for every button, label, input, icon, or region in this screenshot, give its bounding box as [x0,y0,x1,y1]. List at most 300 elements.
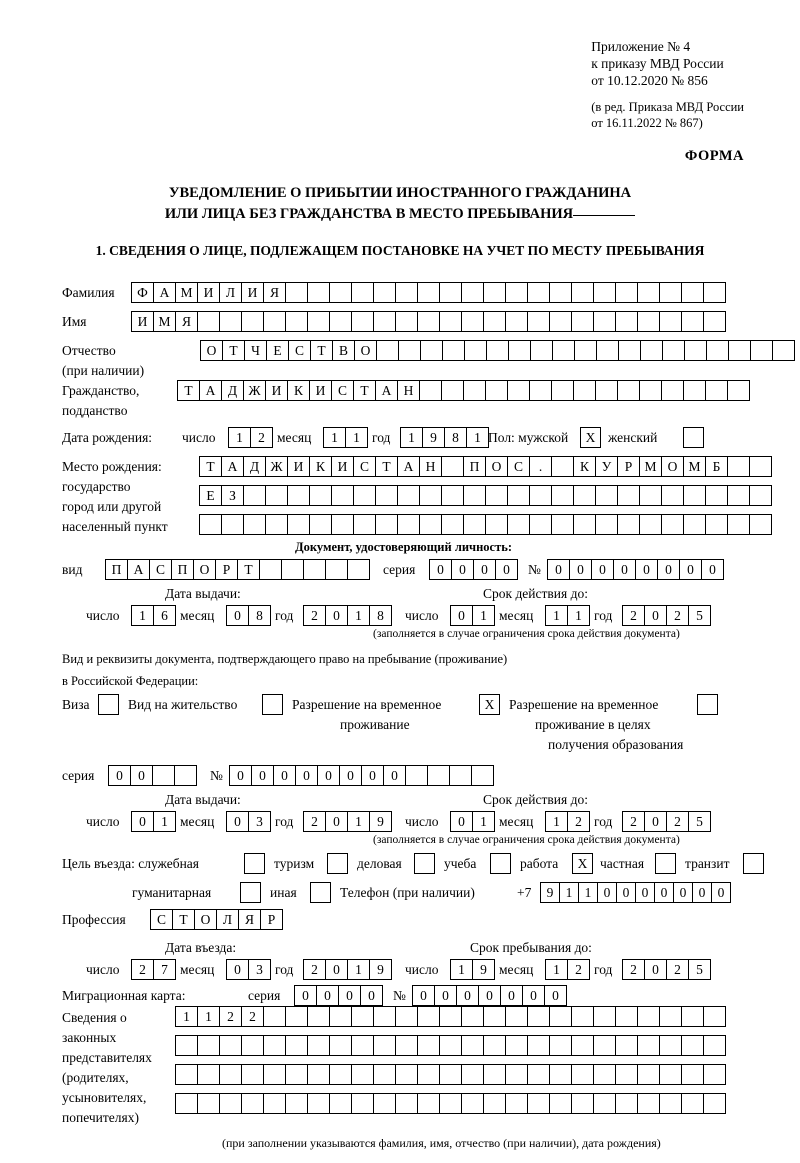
input-cell[interactable] [351,311,374,332]
input-cell[interactable]: Т [375,456,398,477]
input-cell[interactable] [683,485,706,506]
input-cell[interactable]: . [529,456,552,477]
input-cell[interactable]: 1 [545,959,568,980]
input-cell[interactable] [174,765,197,786]
input-cell[interactable] [505,1006,528,1027]
field-doc-valid-year[interactable] [622,605,710,626]
input-cell[interactable]: 0 [657,559,680,580]
input-cell[interactable] [749,456,772,477]
input-cell[interactable] [303,559,326,580]
input-cell[interactable]: 3 [248,811,271,832]
field-birthplace-line-2[interactable] [199,485,771,506]
input-cell[interactable] [417,311,440,332]
input-cell[interactable]: 0 [654,882,674,903]
field-patronymic[interactable] [200,340,794,361]
input-cell[interactable]: 0 [251,765,274,786]
field-doc-number[interactable] [547,559,723,580]
checkbox-purpose-humanitarian[interactable] [240,882,261,903]
input-cell[interactable] [398,340,421,361]
field-entry-day[interactable] [131,959,175,980]
input-cell[interactable]: 0 [478,985,501,1006]
input-cell[interactable]: 2 [303,811,326,832]
field-legal-rep-line-4[interactable] [175,1093,725,1114]
input-cell[interactable] [441,380,464,401]
input-cell[interactable]: К [309,456,332,477]
input-cell[interactable] [241,1093,264,1114]
checkbox-purpose-business[interactable] [414,853,435,874]
input-cell[interactable] [175,1035,198,1056]
input-cell[interactable]: 0 [500,985,523,1006]
input-cell[interactable]: 0 [229,765,252,786]
input-cell[interactable]: 1 [347,811,370,832]
input-cell[interactable] [241,1064,264,1085]
input-cell[interactable] [461,1006,484,1027]
input-cell[interactable]: 1 [345,427,368,448]
input-cell[interactable]: А [397,456,420,477]
input-cell[interactable]: 5 [688,605,711,626]
input-cell[interactable] [529,485,552,506]
input-cell[interactable] [683,380,706,401]
input-cell[interactable] [417,282,440,303]
input-cell[interactable]: Ж [243,380,266,401]
input-cell[interactable] [574,340,597,361]
input-cell[interactable]: 2 [303,605,326,626]
input-cell[interactable]: 0 [644,811,667,832]
input-cell[interactable] [463,380,486,401]
checkbox-purpose-service[interactable] [244,853,265,874]
input-cell[interactable] [681,1035,704,1056]
input-cell[interactable] [617,514,640,535]
input-cell[interactable] [461,1093,484,1114]
input-cell[interactable] [615,1006,638,1027]
input-cell[interactable] [639,380,662,401]
input-cell[interactable] [441,514,464,535]
input-cell[interactable]: З [221,485,244,506]
input-cell[interactable] [483,1064,506,1085]
input-cell[interactable] [571,282,594,303]
input-cell[interactable]: 2 [666,811,689,832]
input-cell[interactable] [749,485,772,506]
input-cell[interactable] [439,1064,462,1085]
input-cell[interactable] [507,380,530,401]
input-cell[interactable] [549,1035,572,1056]
input-cell[interactable]: Т [237,559,260,580]
input-cell[interactable] [659,311,682,332]
input-cell[interactable] [527,1093,550,1114]
input-cell[interactable]: 6 [153,605,176,626]
input-cell[interactable] [593,311,616,332]
input-cell[interactable]: 1 [131,605,154,626]
input-cell[interactable] [684,340,707,361]
input-cell[interactable]: О [485,456,508,477]
field-permit-issue-year[interactable] [303,811,391,832]
input-cell[interactable] [439,1093,462,1114]
input-cell[interactable]: 0 [544,985,567,1006]
input-cell[interactable] [395,311,418,332]
checkbox-purpose-study[interactable] [490,853,511,874]
input-cell[interactable] [703,1006,726,1027]
input-cell[interactable] [373,1064,396,1085]
input-cell[interactable] [593,1093,616,1114]
input-cell[interactable] [527,1006,550,1027]
input-cell[interactable] [505,1035,528,1056]
field-legal-rep-line-1[interactable] [175,1006,725,1027]
input-cell[interactable] [265,485,288,506]
input-cell[interactable] [571,311,594,332]
input-cell[interactable]: 2 [303,959,326,980]
input-cell[interactable] [373,311,396,332]
input-cell[interactable] [197,1093,220,1114]
input-cell[interactable] [463,485,486,506]
input-cell[interactable]: Л [216,909,239,930]
input-cell[interactable]: А [127,559,150,580]
input-cell[interactable] [439,1006,462,1027]
input-cell[interactable]: 2 [241,1006,264,1027]
field-legal-rep-line-2[interactable] [175,1035,725,1056]
input-cell[interactable] [637,1035,660,1056]
input-cell[interactable] [395,1064,418,1085]
field-stay-month[interactable] [545,959,589,980]
input-cell[interactable]: 0 [226,811,249,832]
input-cell[interactable]: А [199,380,222,401]
input-cell[interactable] [483,1035,506,1056]
field-mc-series[interactable] [294,985,382,1006]
input-cell[interactable]: 0 [591,559,614,580]
input-cell[interactable] [197,1064,220,1085]
input-cell[interactable] [637,1093,660,1114]
input-cell[interactable]: 8 [444,427,467,448]
input-cell[interactable]: Т [172,909,195,930]
input-cell[interactable] [529,514,552,535]
input-cell[interactable] [593,1006,616,1027]
input-cell[interactable] [571,1093,594,1114]
input-cell[interactable] [285,1006,308,1027]
input-cell[interactable] [772,340,795,361]
input-cell[interactable]: 0 [451,559,474,580]
input-cell[interactable]: 0 [616,882,636,903]
input-cell[interactable]: И [241,282,264,303]
input-cell[interactable]: М [683,456,706,477]
input-cell[interactable]: Д [243,456,266,477]
checkbox-sex-female[interactable] [683,427,704,448]
input-cell[interactable]: 0 [131,811,154,832]
input-cell[interactable]: Т [353,380,376,401]
input-cell[interactable] [727,485,750,506]
input-cell[interactable] [442,340,465,361]
input-cell[interactable] [552,340,575,361]
input-cell[interactable] [596,340,619,361]
input-cell[interactable] [199,514,222,535]
input-cell[interactable]: В [332,340,355,361]
input-cell[interactable] [329,1093,352,1114]
input-cell[interactable] [637,311,660,332]
input-cell[interactable] [593,282,616,303]
input-cell[interactable] [529,380,552,401]
input-cell[interactable]: 0 [226,959,249,980]
input-cell[interactable] [263,1064,286,1085]
input-cell[interactable] [351,1093,374,1114]
field-permit-number[interactable] [229,765,493,786]
input-cell[interactable] [549,311,572,332]
field-doc-issue-year[interactable] [303,605,391,626]
input-cell[interactable] [307,1035,330,1056]
input-cell[interactable] [637,1064,660,1085]
input-cell[interactable]: 0 [325,811,348,832]
input-cell[interactable] [703,1035,726,1056]
input-cell[interactable] [243,514,266,535]
input-cell[interactable] [329,1064,352,1085]
input-cell[interactable] [373,1006,396,1027]
input-cell[interactable] [397,485,420,506]
input-cell[interactable] [219,1035,242,1056]
input-cell[interactable]: 1 [567,605,590,626]
input-cell[interactable]: 2 [622,605,645,626]
input-cell[interactable]: О [200,340,223,361]
input-cell[interactable] [287,514,310,535]
field-permit-series[interactable] [108,765,196,786]
input-cell[interactable]: 9 [472,959,495,980]
input-cell[interactable]: Л [219,282,242,303]
input-cell[interactable] [750,340,773,361]
input-cell[interactable] [397,514,420,535]
input-cell[interactable] [728,340,751,361]
input-cell[interactable]: Р [260,909,283,930]
input-cell[interactable]: Е [199,485,222,506]
input-cell[interactable]: Б [705,456,728,477]
input-cell[interactable] [197,1035,220,1056]
input-cell[interactable] [549,1006,572,1027]
input-cell[interactable] [659,1093,682,1114]
input-cell[interactable] [486,340,509,361]
input-cell[interactable]: П [463,456,486,477]
input-cell[interactable] [705,514,728,535]
input-cell[interactable] [705,485,728,506]
input-cell[interactable]: 1 [400,427,423,448]
input-cell[interactable]: О [661,456,684,477]
input-cell[interactable]: 0 [434,985,457,1006]
input-cell[interactable] [373,1035,396,1056]
input-cell[interactable]: 0 [429,559,452,580]
input-cell[interactable] [551,485,574,506]
input-cell[interactable]: 2 [250,427,273,448]
checkbox-visa[interactable] [98,694,119,715]
field-mc-number[interactable] [412,985,566,1006]
input-cell[interactable]: 0 [692,882,712,903]
field-surname[interactable] [131,282,725,303]
input-cell[interactable] [285,311,308,332]
input-cell[interactable] [175,1064,198,1085]
input-cell[interactable] [263,1035,286,1056]
input-cell[interactable]: 9 [540,882,560,903]
input-cell[interactable] [471,765,494,786]
input-cell[interactable] [551,380,574,401]
field-phone[interactable] [540,882,730,903]
input-cell[interactable]: 1 [559,882,579,903]
input-cell[interactable] [483,282,506,303]
input-cell[interactable]: М [639,456,662,477]
input-cell[interactable]: 0 [679,559,702,580]
input-cell[interactable]: Д [221,380,244,401]
input-cell[interactable] [681,1093,704,1114]
input-cell[interactable] [441,485,464,506]
input-cell[interactable] [373,1093,396,1114]
input-cell[interactable]: 8 [248,605,271,626]
input-cell[interactable]: Я [263,282,286,303]
field-permit-issue-day[interactable] [131,811,175,832]
input-cell[interactable] [571,1006,594,1027]
input-cell[interactable] [530,340,553,361]
input-cell[interactable]: 0 [495,559,518,580]
input-cell[interactable] [427,765,450,786]
input-cell[interactable]: 5 [688,959,711,980]
input-cell[interactable]: 1 [472,811,495,832]
input-cell[interactable] [241,1035,264,1056]
checkbox-purpose-private[interactable] [655,853,676,874]
input-cell[interactable]: 1 [153,811,176,832]
input-cell[interactable] [325,559,348,580]
input-cell[interactable] [219,1093,242,1114]
input-cell[interactable]: Ч [244,340,267,361]
input-cell[interactable] [461,282,484,303]
input-cell[interactable]: 0 [569,559,592,580]
input-cell[interactable] [659,1064,682,1085]
input-cell[interactable]: 8 [369,605,392,626]
input-cell[interactable]: 0 [644,605,667,626]
input-cell[interactable]: С [150,909,173,930]
field-entry-year[interactable] [303,959,391,980]
input-cell[interactable] [351,1006,374,1027]
input-cell[interactable]: Ж [265,456,288,477]
input-cell[interactable] [549,282,572,303]
input-cell[interactable] [681,282,704,303]
input-cell[interactable] [417,1035,440,1056]
input-cell[interactable] [703,1064,726,1085]
input-cell[interactable] [439,311,462,332]
field-birthplace-line-1[interactable] [199,456,771,477]
input-cell[interactable] [395,1093,418,1114]
input-cell[interactable] [464,340,487,361]
input-cell[interactable]: 9 [369,811,392,832]
input-cell[interactable] [551,514,574,535]
field-citizenship[interactable] [177,380,749,401]
input-cell[interactable] [420,340,443,361]
input-cell[interactable]: 1 [578,882,598,903]
input-cell[interactable] [309,514,332,535]
input-cell[interactable] [285,1064,308,1085]
input-cell[interactable]: 0 [130,765,153,786]
field-profession[interactable] [150,909,282,930]
input-cell[interactable]: 0 [325,605,348,626]
input-cell[interactable]: 0 [294,985,317,1006]
input-cell[interactable]: Я [175,311,198,332]
input-cell[interactable]: И [287,456,310,477]
input-cell[interactable]: П [105,559,128,580]
input-cell[interactable] [263,1093,286,1114]
input-cell[interactable]: И [309,380,332,401]
input-cell[interactable] [405,765,428,786]
input-cell[interactable]: Н [419,456,442,477]
input-cell[interactable] [703,282,726,303]
input-cell[interactable] [329,1035,352,1056]
input-cell[interactable] [259,559,282,580]
input-cell[interactable]: 1 [228,427,251,448]
input-cell[interactable]: 5 [688,811,711,832]
input-cell[interactable] [376,340,399,361]
input-cell[interactable] [507,485,530,506]
input-cell[interactable] [241,311,264,332]
input-cell[interactable]: Е [266,340,289,361]
input-cell[interactable]: Н [397,380,420,401]
input-cell[interactable] [307,1006,330,1027]
input-cell[interactable] [618,340,641,361]
input-cell[interactable] [307,1093,330,1114]
input-cell[interactable]: 0 [108,765,131,786]
input-cell[interactable] [683,514,706,535]
input-cell[interactable]: 0 [325,959,348,980]
input-cell[interactable] [285,1093,308,1114]
input-cell[interactable] [347,559,370,580]
input-cell[interactable] [595,514,618,535]
input-cell[interactable] [703,311,726,332]
input-cell[interactable] [263,311,286,332]
field-stay-day[interactable] [450,959,494,980]
input-cell[interactable] [463,514,486,535]
input-cell[interactable]: 1 [175,1006,198,1027]
input-cell[interactable] [639,514,662,535]
input-cell[interactable]: 0 [273,765,296,786]
input-cell[interactable] [263,1006,286,1027]
field-permit-issue-month[interactable] [226,811,270,832]
input-cell[interactable] [353,514,376,535]
input-cell[interactable] [485,514,508,535]
field-name[interactable] [131,311,725,332]
input-cell[interactable]: 2 [666,959,689,980]
input-cell[interactable] [527,1035,550,1056]
input-cell[interactable] [508,340,531,361]
input-cell[interactable] [637,1006,660,1027]
input-cell[interactable] [727,456,750,477]
input-cell[interactable] [681,1006,704,1027]
input-cell[interactable]: 1 [545,811,568,832]
input-cell[interactable] [221,514,244,535]
field-doc-valid-month[interactable] [545,605,589,626]
input-cell[interactable] [615,1064,638,1085]
input-cell[interactable]: 1 [347,959,370,980]
input-cell[interactable] [243,485,266,506]
input-cell[interactable] [681,1064,704,1085]
input-cell[interactable]: 0 [360,985,383,1006]
input-cell[interactable] [617,380,640,401]
input-cell[interactable] [527,282,550,303]
input-cell[interactable] [703,1093,726,1114]
input-cell[interactable]: Р [215,559,238,580]
input-cell[interactable] [417,1093,440,1114]
input-cell[interactable]: О [194,909,217,930]
field-birth-day[interactable] [228,427,272,448]
input-cell[interactable] [505,1064,528,1085]
input-cell[interactable] [617,485,640,506]
field-entry-month[interactable] [226,959,270,980]
input-cell[interactable]: 2 [131,959,154,980]
input-cell[interactable]: И [197,282,220,303]
input-cell[interactable] [439,282,462,303]
input-cell[interactable] [595,380,618,401]
input-cell[interactable]: Т [199,456,222,477]
input-cell[interactable] [417,1064,440,1085]
input-cell[interactable] [640,340,663,361]
field-doc-series[interactable] [429,559,517,580]
input-cell[interactable] [593,1064,616,1085]
